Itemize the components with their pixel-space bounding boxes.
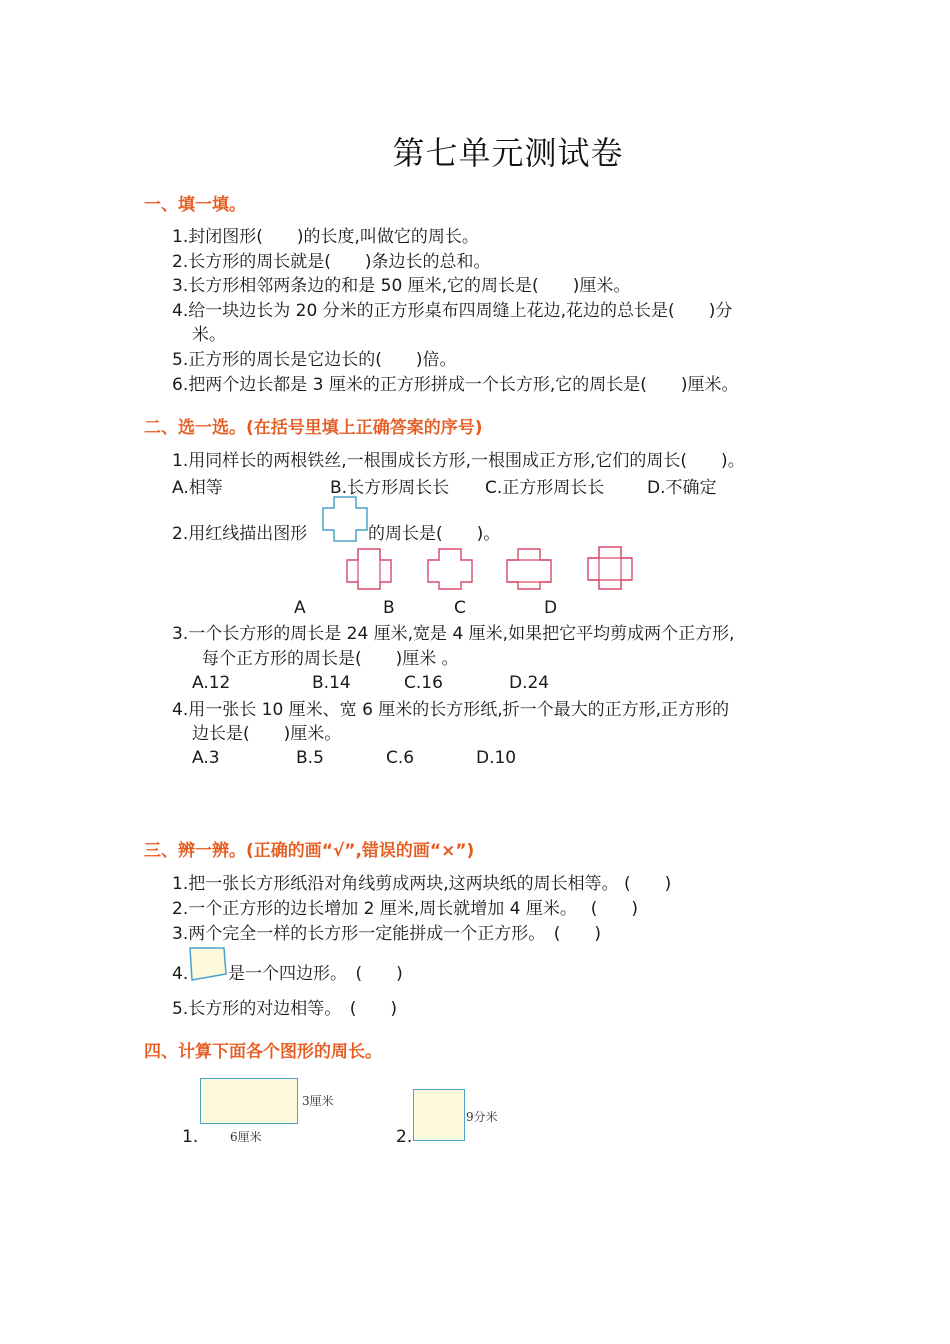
- choice-figure-c: [506, 548, 552, 590]
- s2-q3-option-c: C.16: [404, 673, 443, 693]
- s1-question-2: 2.长方形的周长就是( )条边长的总和。: [172, 252, 491, 272]
- rectangle-side-label: 3厘米: [302, 1094, 334, 1108]
- s2-q1-option-d: D.不确定: [647, 478, 717, 498]
- s2-question-1: 1.用同样长的两根铁丝,一根围成长方形,一根围成正方形,它们的周长( )。: [172, 451, 745, 471]
- s2-question-4: 4.用一张长 10 厘米、宽 6 厘米的长方形纸,折一个最大的正方形,正方形的: [172, 700, 730, 720]
- s1-question-1: 1.封闭图形( )的长度,叫做它的周长。: [172, 227, 479, 247]
- s2-q4-option-b: B.5: [296, 748, 324, 768]
- choice-letter-c: C: [454, 598, 466, 618]
- s2-q1-option-b: B.长方形周长长: [330, 478, 450, 498]
- quadrilateral-figure: [188, 946, 228, 982]
- s1-question-4-cont: 米。: [192, 325, 226, 345]
- s2-question-3: 3.一个长方形的周长是 24 厘米,宽是 4 厘米,如果把它平均剪成两个正方形,: [172, 624, 735, 644]
- choice-figure-b: [427, 548, 473, 590]
- choice-letter-b: B: [383, 598, 395, 618]
- s3-question-5: 5.长方形的对边相等。 ( ): [172, 999, 397, 1019]
- s2-question-4-cont: 边长是( )厘米。: [192, 724, 342, 744]
- section-1-heading: 一、填一填。: [144, 195, 246, 215]
- square-side-label: 9分米: [466, 1110, 498, 1124]
- choice-figure-a: [346, 548, 392, 590]
- s2-question-3-cont: 每个正方形的周长是( )厘米 。: [202, 649, 459, 669]
- s2-q3-option-b: B.14: [312, 673, 351, 693]
- s1-question-3: 3.长方形相邻两条边的和是 50 厘米,它的周长是( )厘米。: [172, 276, 631, 296]
- s2-question-2-after: 的周长是( )。: [368, 524, 501, 544]
- s1-question-4: 4.给一块边长为 20 分米的正方形桌布四周缝上花边,花边的总长是( )分: [172, 301, 733, 321]
- s3-question-2: 2.一个正方形的边长增加 2 厘米,周长就增加 4 厘米。 ( ): [172, 899, 639, 919]
- section-3-heading: 三、辨一辨。(正确的画“√”,错误的画“×”): [144, 841, 475, 861]
- s3-question-4-number: 4.: [172, 964, 189, 984]
- s2-q4-option-d: D.10: [476, 748, 517, 768]
- section-4-heading: 四、计算下面各个图形的周长。: [144, 1042, 382, 1062]
- s2-question-2-before: 2.用红线描出图形: [172, 524, 308, 544]
- s1-question-6: 6.把两个边长都是 3 厘米的正方形拼成一个长方形,它的周长是( )厘米。: [172, 375, 739, 395]
- choice-letter-d: D: [544, 598, 558, 618]
- s4-figure-1-number: 1.: [182, 1127, 199, 1147]
- page-title: 第七单元测试卷: [392, 134, 624, 172]
- s2-q3-option-d: D.24: [509, 673, 550, 693]
- cross-shape-figure: [322, 496, 368, 542]
- rectangle-bottom-label: 6厘米: [230, 1130, 262, 1144]
- s1-question-5: 5.正方形的周长是它边长的( )倍。: [172, 350, 457, 370]
- choice-letter-a: A: [294, 598, 306, 618]
- s3-question-1: 1.把一张长方形纸沿对角线剪成两块,这两块纸的周长相等。 ( ): [172, 874, 672, 894]
- s2-q4-option-c: C.6: [386, 748, 415, 768]
- s4-figure-2-number: 2.: [396, 1127, 413, 1147]
- s3-question-4: 是一个四边形。 ( ): [228, 964, 403, 984]
- s2-q3-option-a: A.12: [192, 673, 231, 693]
- rectangle-figure: [200, 1078, 298, 1124]
- section-2-heading: 二、选一选。(在括号里填上正确答案的序号): [144, 418, 483, 438]
- choice-figure-d: [587, 546, 633, 590]
- square-figure: [413, 1089, 465, 1141]
- s2-q1-option-c: C.正方形周长长: [485, 478, 605, 498]
- s3-question-3: 3.两个完全一样的长方形一定能拼成一个正方形。 ( ): [172, 924, 601, 944]
- s2-q1-option-a: A.相等: [172, 478, 223, 498]
- s2-q4-option-a: A.3: [192, 748, 220, 768]
